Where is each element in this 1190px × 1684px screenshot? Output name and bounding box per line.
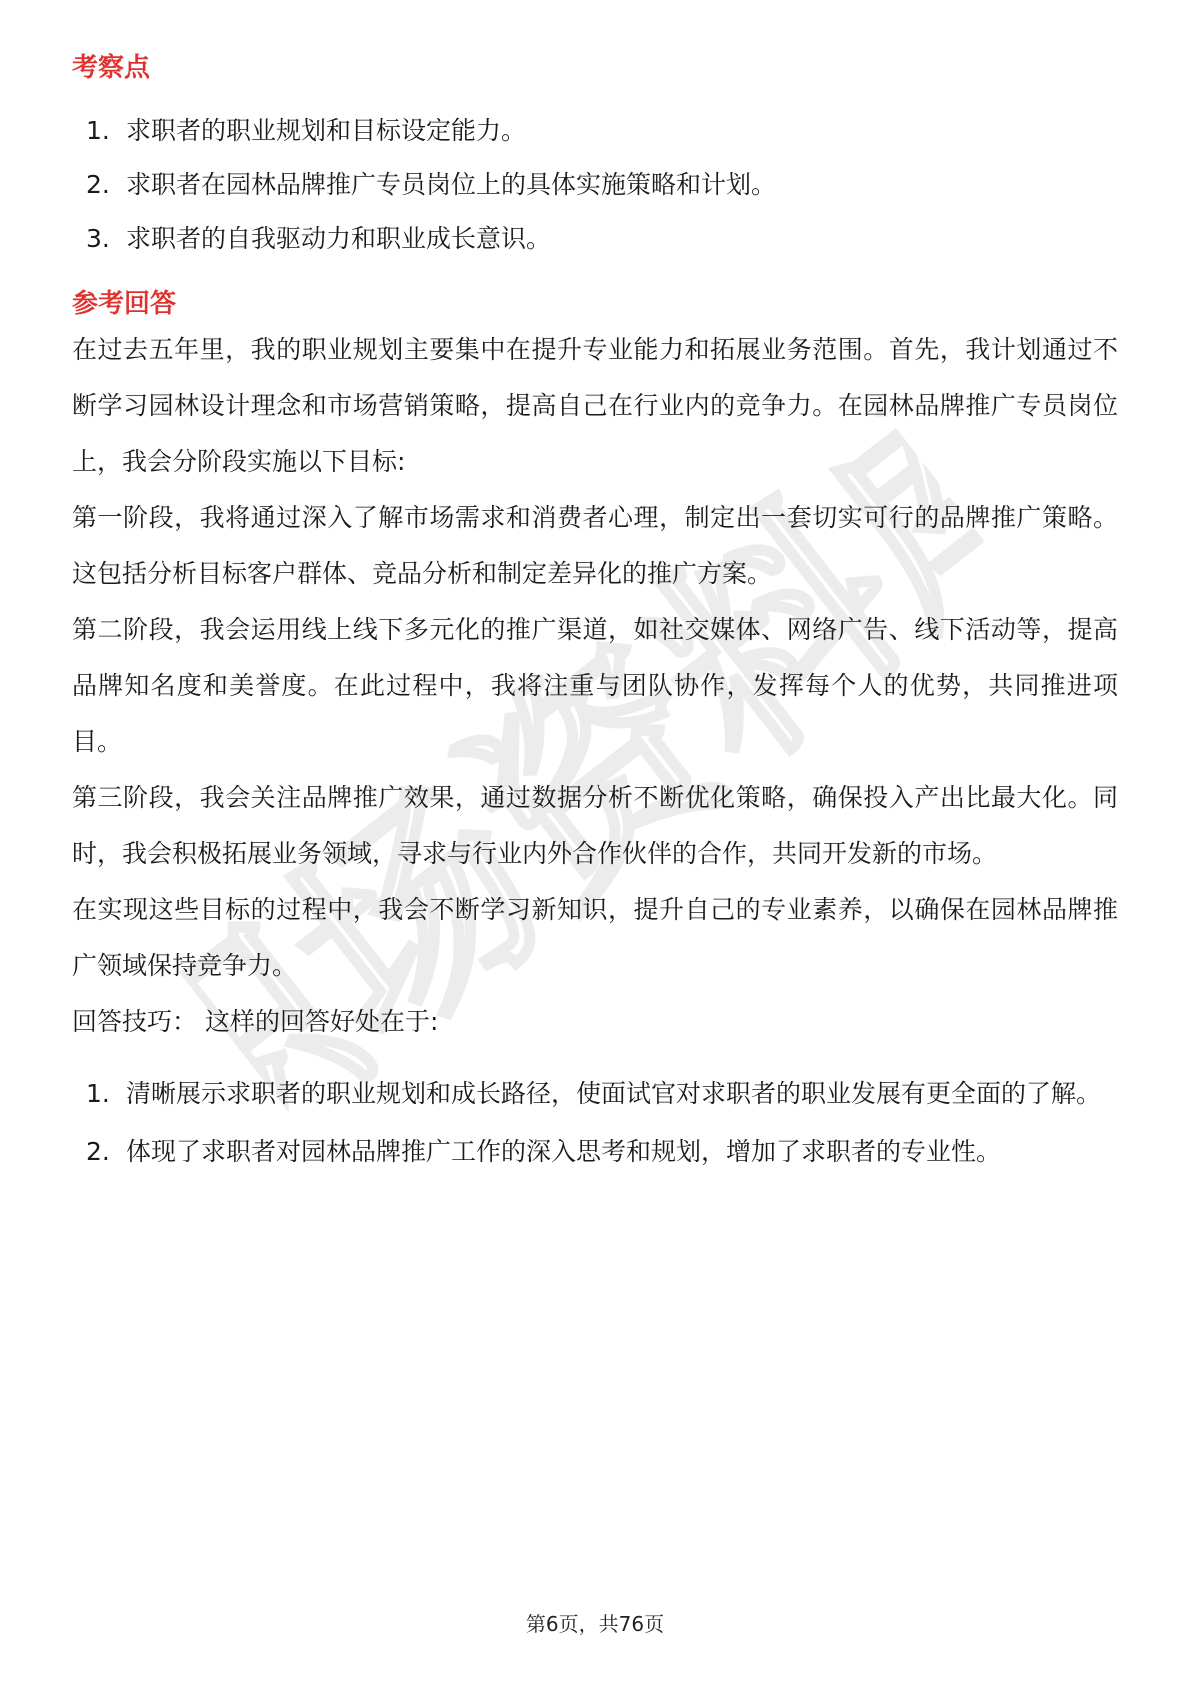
focus-section-title: 考察点 <box>72 53 151 83</box>
list-item <box>72 212 1118 266</box>
answer-paragraph: 在过去五年里，我的职业规划主要集中在提升专业能力和拓展业务范围。首先，我计划通过不断学习园林设计理念和市场营销策略，提高自己在行业内的竞争力。在园林品牌推广专员岗位上，我会分阶段实施以下目标: <box>72 335 1118 476</box>
answer-paragraph: 第二阶段，我会运用线上线下多元化的推广渠道，如社交媒体、网络广告、线下活动等，提高品牌知名度和美誉度。在此过程中，我将注重与团队协作，发挥每个人的优势，共同推进项目。 <box>72 615 1118 756</box>
answer-section-title: 参考回答 <box>72 289 177 319</box>
list-item <box>72 1068 1118 1120</box>
list-number: 3. <box>86 224 110 253</box>
answer-paragraph: 第三阶段，我会关注品牌推广效果，通过数据分析不断优化策略，确保投入产出比最大化。同时，我会积极拓展业务领域，寻求与行业内外合作伙伴的合作，共同开发新的市场。 <box>72 783 1118 868</box>
list-text: 清晰展示求职者的职业规划和成长路径，使面试官对求职者的职业发展有更全面的了解。 <box>126 1079 1102 1108</box>
list-number: 2. <box>86 1137 110 1166</box>
list-text: 体现了求职者对园林品牌推广工作的深入思考和规划，增加了求职者的专业性。 <box>126 1137 1002 1166</box>
answer-paragraph: 在实现这些目标的过程中，我会不断学习新知识，提升自己的专业素养，以确保在园林品牌推广领域保持竞争力。 <box>72 895 1118 980</box>
list-number: 1. <box>86 1079 110 1108</box>
document-page <box>72 44 1118 1184</box>
list-item <box>72 1126 1118 1178</box>
tips-lead: 回答技巧： 这样的回答好处在于: <box>72 1007 439 1036</box>
page-footer: 第6页，共76页 <box>525 1612 665 1636</box>
list-text: 求职者在园林品牌推广专员岗位上的具体实施策略和计划。 <box>126 170 777 199</box>
list-item <box>72 158 1118 212</box>
watermark-text: 职场资料库 <box>146 376 1054 1184</box>
list-number: 2. <box>86 170 110 199</box>
list-text: 求职者的自我驱动力和职业成长意识。 <box>126 224 552 253</box>
answer-paragraph: 第一阶段，我将通过深入了解市场需求和消费者心理，制定出一套切实可行的品牌推广策略。这包括分析目标客户群体、竞品分析和制定差异化的推广方案。 <box>72 503 1118 588</box>
list-number: 1. <box>86 116 110 145</box>
list-item <box>72 104 1118 158</box>
focus-points-list <box>72 104 1118 266</box>
list-text: 求职者的职业规划和目标设定能力。 <box>126 116 527 145</box>
tips-list <box>72 1068 1118 1178</box>
